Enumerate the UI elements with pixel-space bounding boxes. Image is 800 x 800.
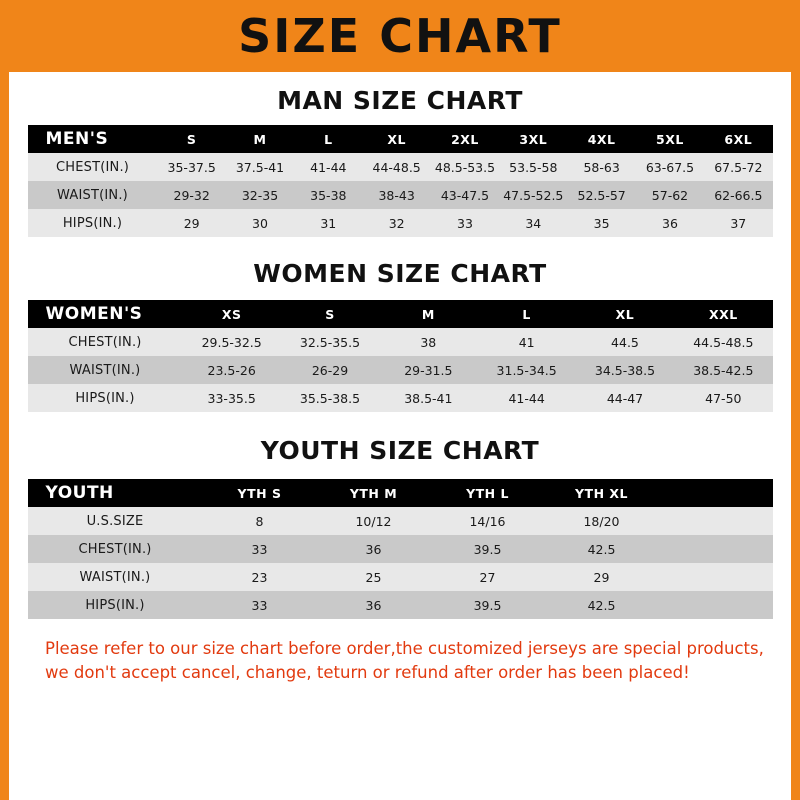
row-label: U.S.SIZE [86,513,144,529]
table-row [28,591,773,619]
youth-header-xl: YTH XL [575,485,628,501]
table-row [28,153,773,181]
row-label: HIPS(IN.) [85,597,145,613]
cell: 37 [730,215,747,231]
cell: 29.5-32.5 [201,334,262,350]
table-row [28,356,773,384]
page-title: SIZE CHART [238,9,562,63]
women-header-xl: XL [615,306,635,322]
cell: 53.5-58 [509,159,558,175]
row-label: WAIST(IN.) [79,569,151,585]
cell: 35.5-38.5 [299,390,361,406]
cell: 29-32 [173,187,210,203]
cell: 47-50 [705,390,742,406]
men-header-3xl: 3XL [519,131,548,147]
row-label: CHEST(IN.) [55,159,130,175]
youth-header-empty [659,479,773,507]
men-header-2xl: 2XL [451,131,479,147]
cell: 62-66.5 [714,187,763,203]
women-header-s: S [325,306,335,322]
cell: 10/12 [355,513,392,529]
youth-section-title: YOUTH SIZE CHART [260,436,540,465]
women-size-table [28,300,773,412]
cell: 57-62 [651,187,689,203]
cell: 42.5 [587,541,616,557]
cell: 67.5-72 [714,159,763,175]
table-header-row [28,125,773,153]
cell: 27 [479,569,496,585]
table-row [28,181,773,209]
cell: 30 [252,215,268,231]
men-header-4xl: 4XL [587,131,616,147]
men-header-l: L [324,131,333,147]
cell: 37.5-41 [235,159,285,175]
table-row [28,563,773,591]
cell [659,591,773,619]
row-label: HIPS(IN.) [62,215,123,231]
cell: 36 [662,215,678,231]
cell: 48.5-53.5 [434,159,496,175]
youth-header-label: YOUTH [45,483,114,503]
cell: 39.5 [473,597,502,613]
cell: 38 [420,334,437,350]
youth-table-header [28,479,773,507]
women-header-label: WOMEN'S [45,304,143,324]
men-header-5xl: 5XL [656,131,684,147]
cell: 33 [251,597,268,613]
women-header-m: M [421,306,435,322]
page-banner [9,0,791,72]
cell: 58-63 [583,159,620,175]
cell: 43-47.5 [440,187,490,203]
table-row [28,384,773,412]
cell: 36 [365,597,382,613]
cell: 14/16 [469,513,506,529]
men-size-table [28,125,773,237]
women-header-l: L [522,306,531,322]
table-row [28,209,773,237]
men-table-body [28,153,773,237]
note-line-1: Please refer to our size chart before order,the customized jerseys are special products, [45,639,764,658]
youth-header-m: YTH M [349,485,398,501]
cell [659,563,773,591]
cell: 8 [255,513,264,529]
table-header-row [28,300,773,328]
men-header-label: MEN'S [45,129,109,149]
cell: 47.5-52.5 [503,187,564,203]
cell: 38-43 [378,187,415,203]
men-table-header [28,125,773,153]
men-header-m: M [253,131,267,147]
women-header-xs: XS [221,306,242,322]
cell: 41-44 [310,159,347,175]
youth-header-l: YTH L [466,485,509,501]
cell: 33 [251,541,268,557]
cell: 34.5-38.5 [594,362,656,378]
cell: 41-44 [508,390,545,406]
row-label: CHEST(IN.) [68,334,142,350]
cell: 29 [593,569,610,585]
youth-table-body [28,507,773,619]
row-label: HIPS(IN.) [75,390,135,406]
youth-size-table [28,479,773,619]
cell: 32 [388,215,405,231]
cell: 42.5 [587,597,616,613]
cell: 39.5 [473,541,502,557]
cell: 25 [365,569,382,585]
women-section-title: WOMEN SIZE CHART [253,259,547,288]
cell: 63-67.5 [645,159,695,175]
cell: 23 [251,569,268,585]
note-line-2: we don't accept cancel, change, teturn or refund after order has been placed! [45,662,690,682]
cell: 23.5-26 [207,362,256,378]
cell: 35-38 [310,187,347,203]
order-policy-note [45,637,764,685]
cell: 38.5-42.5 [693,362,754,378]
cell: 33-35.5 [207,390,256,406]
cell: 35-37.5 [167,159,216,175]
table-header-row [28,479,773,507]
men-header-6xl: 6XL [724,131,753,147]
cell: 32.5-35.5 [299,334,361,350]
chart-content [9,86,791,685]
cell: 41 [518,334,535,350]
cell: 32-35 [241,187,279,203]
cell: 33 [457,215,473,231]
women-table-body [28,328,773,412]
cell: 31.5-34.5 [496,362,557,378]
women-table-header [28,300,773,328]
cell: 52.5-57 [577,187,626,203]
youth-header-s: YTH S [237,485,282,501]
table-row [28,535,773,563]
row-label: WAIST(IN.) [57,187,128,203]
women-header-xxl: XXL [708,306,738,322]
men-section-title: MAN SIZE CHART [277,86,523,115]
cell: 31 [320,215,337,231]
men-header-s: S [186,131,197,147]
cell: 29 [183,215,200,231]
cell [659,507,773,535]
table-row [28,328,773,356]
cell: 18/20 [583,513,620,529]
cell: 34 [525,215,542,231]
table-row [28,507,773,535]
cell: 26-29 [311,362,349,378]
cell: 44-47 [606,390,644,406]
row-label: WAIST(IN.) [69,362,141,378]
cell: 38.5-41 [404,390,453,406]
cell: 44.5 [611,334,639,350]
cell: 35 [593,215,610,231]
men-header-xl: XL [387,131,406,147]
cell: 44.5-48.5 [693,334,754,350]
cell: 29-31.5 [404,362,453,378]
cell: 36 [365,541,382,557]
row-label: CHEST(IN.) [78,541,152,557]
cell: 44-48.5 [372,159,421,175]
cell [659,535,773,563]
